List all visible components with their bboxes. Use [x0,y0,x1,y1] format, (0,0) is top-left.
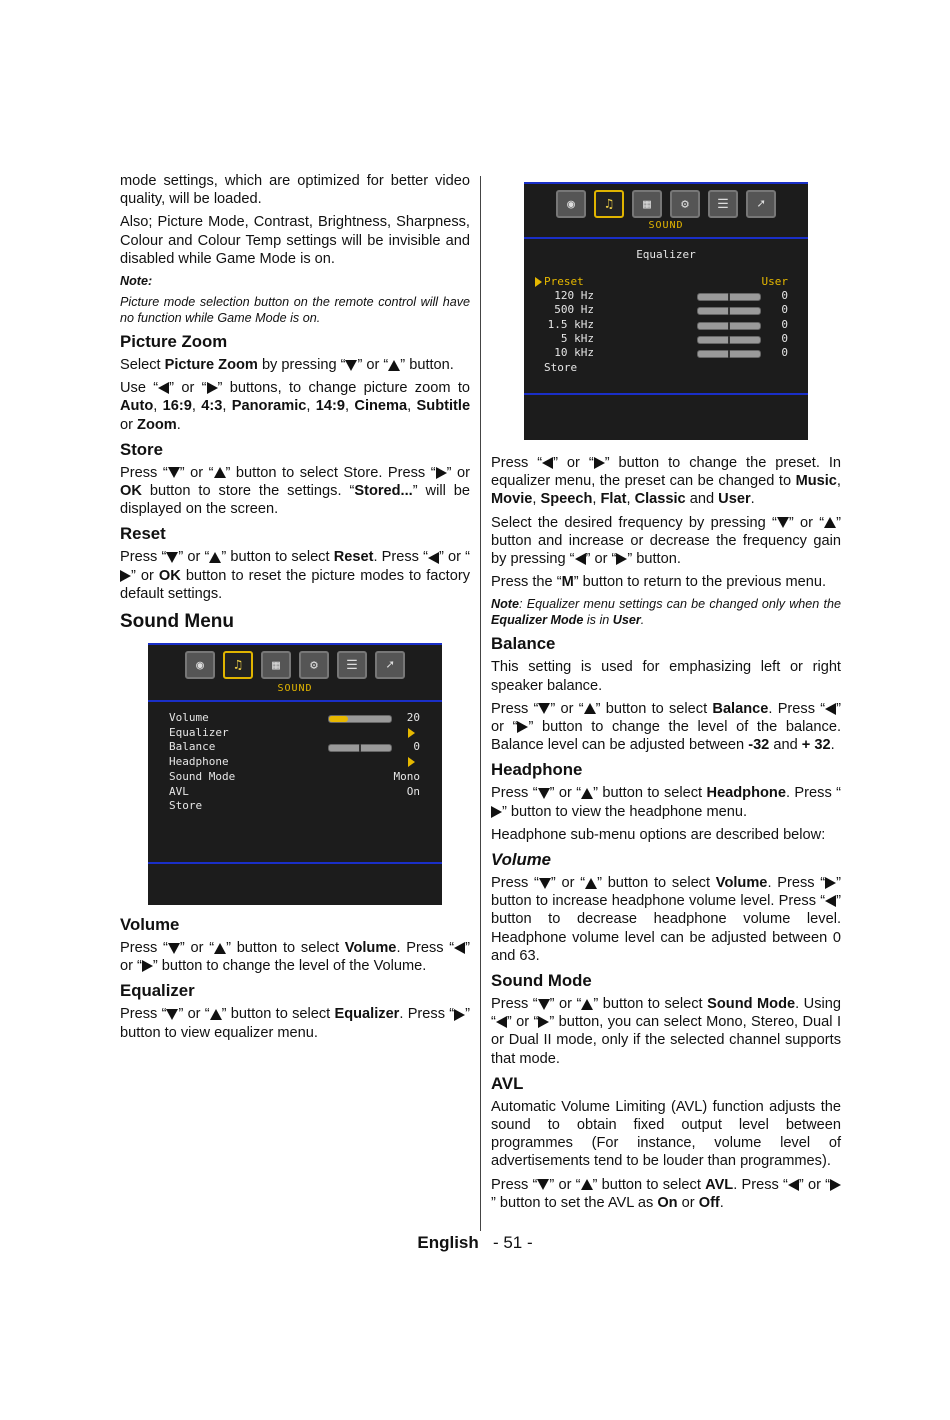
sound-menu-item-volume[interactable]: Volume [169,711,209,725]
left-arrow-icon [428,552,439,564]
equalizer-center-tick [728,336,730,344]
sound-menu-screenshot [148,643,442,905]
paragraph-frequency: Select the desired frequency by pressing “ ” or “ ” button and increase or decrease the frequency gain by pressing “ ” or “ ” button. [491,514,841,568]
left-arrow-icon [158,382,169,394]
equalizer-band-label[interactable]: 1.5 kHz [547,317,594,331]
right-arrow-icon [517,721,528,733]
note-equalizer: Note: Equalizer menu settings can be changed only when the Equalizer Mode is in User. [491,597,841,628]
camera-icon: ◉ [556,190,586,218]
list-icon: ☰ [708,190,738,218]
equalizer-center-tick [728,350,730,358]
down-arrow-icon [777,517,789,528]
up-arrow-icon [214,467,226,478]
paragraph-avl: Press “ ” or “ ” button to select AVL. Press “ ” or “” button to set the AVL as On or Off. [491,1176,841,1212]
equalizer-menu-screenshot [524,182,808,440]
down-arrow-icon [537,1179,549,1190]
paragraph-picture-zoom-use: Use “ ” or “ ” buttons, to change picture zoom to Auto, 16:9, 4:3, Panoramic, 14:9, Cinema, Subtitle or Zoom. [120,380,471,433]
heading-equalizer: Equalizer [120,981,195,1001]
preset-label[interactable]: Preset [544,275,584,288]
equalizer-band-slider[interactable] [697,350,761,358]
settings-grid-icon: ▦ [632,190,662,218]
left-arrow-icon [575,553,586,565]
sound-menu-item-avl[interactable]: AVL [169,784,189,798]
paragraph-reset: Press “ ” or “ ” button to select Reset. Press “ ” or “” or OK button to reset the picture modes to factory default settings. [120,549,471,602]
up-arrow-icon [209,552,221,563]
submenu-arrow-icon[interactable] [408,728,415,738]
up-arrow-icon [824,517,836,528]
equalizer-band-value: 0 [781,289,788,302]
down-arrow-icon [538,703,550,714]
equalizer-store-item[interactable]: Store [544,361,578,374]
menu-icon-bar [524,190,808,218]
heading-picture-zoom: Picture Zoom [120,332,228,352]
paragraph-headphone: Press “ ” or “ ” button to select Headphone. Press “” button to view the headphone menu. [491,785,842,820]
equalizer-band-value: 0 [781,303,788,317]
submenu-arrow-icon[interactable] [408,757,415,767]
paragraph-return: Press the “M” button to return to the previous menu. [491,574,827,591]
menu-separator-bottom [148,862,442,864]
equalizer-band-slider[interactable] [697,307,761,315]
preset-value[interactable]: User [761,275,788,288]
menu-separator-top [524,237,808,239]
right-arrow-icon [142,960,153,972]
menu-tab-title: SOUND [648,220,684,231]
source-icon: ➚ [746,190,776,218]
equalizer-band-slider[interactable] [697,322,761,330]
down-arrow-icon [168,467,180,478]
right-arrow-icon [436,467,447,479]
equalizer-heading: Equalizer [636,248,696,261]
equalizer-center-tick [728,293,730,301]
menu-tab-title: SOUND [277,683,313,695]
sound-menu-item-store[interactable]: Store [169,799,203,813]
volume-slider[interactable] [328,715,392,723]
menu-top-border [148,643,442,645]
note-text: Picture mode selection button on the remote control will have no function while Game Mode is on. [120,295,470,326]
heading-reset: Reset [120,524,166,544]
equalizer-center-tick [728,307,730,315]
down-arrow-icon [538,788,550,799]
down-arrow-icon [168,943,180,954]
left-arrow-icon [825,703,836,715]
up-arrow-icon [214,943,226,954]
sound-menu-item-headphone[interactable]: Headphone [169,755,229,769]
menu-separator-bottom [524,393,808,395]
note-label: Note: [120,274,153,289]
equalizer-center-tick [728,322,730,330]
heading-volume: Volume [120,915,180,935]
paragraph-headphone-volume: Press “ ” or “ ” button to select Volume. Press “ ” button to increase headphone volume level. Press “ ” button to decrease headphone volume level. Headphone volume level can be adjusted between 0 and 63. [491,875,842,964]
music-note-icon: ♫ [594,190,624,218]
paragraph-equalizer: Press “ ” or “ ” button to select Equalizer. Press “ ” button to view equalizer menu. [120,1006,471,1041]
heading-sound-menu: Sound Menu [120,611,234,633]
paragraph-balance: Press “ ” or “ ” button to select Balance. Press “ ” or “ ” button to change the level of the balance. Balance level can be adjusted between -32 and + 32. [491,700,842,754]
left-arrow-icon [825,895,836,907]
paragraph-mode-loaded: mode settings, which are optimized for better video quality, will be loaded. [120,173,470,208]
paragraph-sound-mode: Press “ ” or “ ” button to select Sound Mode. Using “ ” or “ ” button, you can select Mono, Stereo, Dual I or Dual II mode, only if the selected channel supports that mode. [491,996,841,1067]
balance-center-tick [359,744,361,752]
heading-headphone-volume: Volume [491,850,551,870]
column-divider [480,176,481,1231]
paragraph-balance-intro: This setting is used for emphasizing left or right speaker balance. [491,659,841,694]
paragraph-picture-zoom-select: Select Picture Zoom by pressing “ ” or “ ” button. [120,357,454,374]
left-arrow-icon [788,1179,799,1191]
up-arrow-icon [210,1009,222,1020]
footer-language: English [417,1233,479,1252]
equalizer-band-slider[interactable] [697,336,761,344]
right-arrow-icon [616,553,627,565]
paragraph-store: Press “ ” or “ ” button to select Store. Press “ ” or OK button to store the settings. “Stored...” will be displayed on the screen. [120,464,471,518]
selection-arrow-icon [535,277,542,287]
sound-menu-item-balance[interactable]: Balance [169,740,216,754]
up-arrow-icon [585,878,597,889]
page-number: - 51 - [492,1233,533,1252]
down-arrow-icon [345,360,357,371]
equalizer-band-value: 0 [781,317,788,331]
right-arrow-icon [454,1009,465,1021]
right-arrow-icon [120,570,131,582]
balance-slider[interactable] [328,744,392,752]
menu-icon-bar [148,651,442,679]
right-arrow-icon [830,1179,841,1191]
left-arrow-icon [496,1016,507,1028]
left-arrow-icon [542,457,553,469]
settings-grid-icon: ▦ [261,651,291,679]
left-column [120,172,470,1047]
down-arrow-icon [539,878,551,889]
equalizer-band-label[interactable]: 10 kHz [554,346,594,360]
menu-top-border [524,182,808,184]
paragraph-preset: Press “ ” or “ ” button to change the preset. In equalizer menu, the preset can be changed to Music, Movie, Speech, Flat, Classic and User. [491,455,842,508]
sound-menu-value: Mono [393,769,420,783]
down-arrow-icon [166,1009,178,1020]
camera-icon: ◉ [185,651,215,679]
down-arrow-icon [538,999,550,1010]
right-arrow-icon [825,877,836,889]
heading-sound-mode: Sound Mode [491,971,592,991]
paragraph-game-mode: Also; Picture Mode, Contrast, Brightness, Sharpness, Colour and Colour Temp settings will be invisible and disabled while Game Mode is on. [120,214,470,267]
paragraph-volume: Press “ ” or “ ” button to select Volume. Press “ ” or “ ” button to change the level of the Volume. [120,940,471,975]
up-arrow-icon [581,788,593,799]
equalizer-band-label[interactable]: 500 Hz [554,303,594,317]
sound-menu-value: On [406,784,420,798]
sound-menu-value: 20 [406,711,420,725]
right-arrow-icon [207,382,218,394]
equalizer-band-value: 0 [781,331,788,345]
sound-menu-item-sound-mode[interactable]: Sound Mode [169,769,236,783]
music-note-icon: ♫ [223,651,253,679]
equalizer-band-slider[interactable] [697,293,761,301]
paragraph-avl-intro: Automatic Volume Limiting (AVL) function adjusts the sound to obtain fixed output level between programmes (For instance, volume level of advertisements tend to be louder than programmes). [491,1098,841,1170]
left-arrow-icon [454,942,465,954]
right-arrow-icon [538,1016,549,1028]
list-icon: ☰ [337,651,367,679]
up-arrow-icon [581,999,593,1010]
up-arrow-icon [388,360,400,371]
equalizer-band-label[interactable]: 5 kHz [560,331,594,345]
up-arrow-icon [581,1179,593,1190]
equalizer-band-value: 0 [781,346,788,360]
right-arrow-icon [594,457,605,469]
menu-separator-top [148,700,442,702]
sound-menu-value: 0 [413,740,420,754]
volume-slider-fill [329,716,348,722]
sound-menu-item-equalizer[interactable]: Equalizer [169,725,229,739]
gear-icon: ⚙ [299,651,329,679]
equalizer-band-label[interactable]: 120 Hz [554,289,594,302]
heading-headphone: Headphone [491,760,583,780]
down-arrow-icon [166,552,178,563]
heading-avl: AVL [491,1073,524,1093]
heading-balance: Balance [491,634,556,654]
page-footer [0,1233,950,1253]
heading-store: Store [120,439,163,459]
paragraph-headphone-sub: Headphone sub-menu options are described below: [491,826,826,843]
source-icon: ➚ [375,651,405,679]
up-arrow-icon [584,703,596,714]
gear-icon: ⚙ [670,190,700,218]
right-column [491,172,841,1217]
right-arrow-icon [491,806,502,818]
